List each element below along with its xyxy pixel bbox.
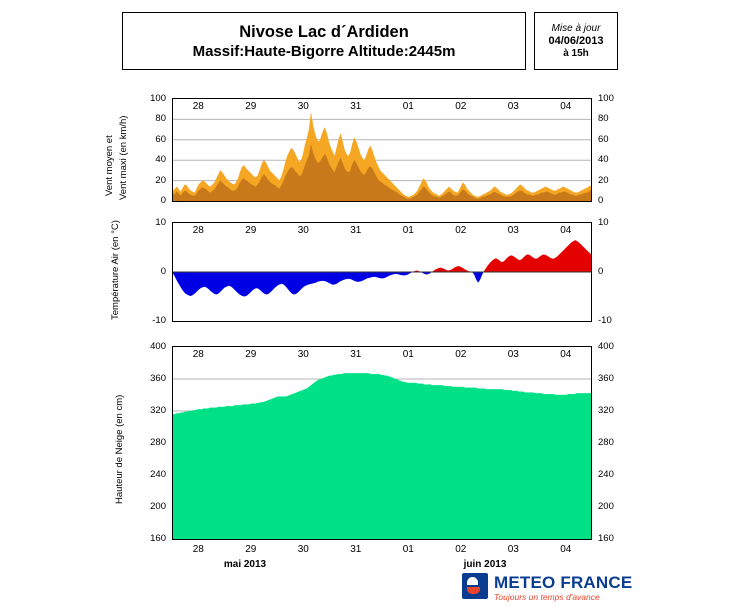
wind-axis-title-line1: Vent moyen et bbox=[104, 135, 115, 196]
temperature-ytick-right--10: -10 bbox=[598, 315, 612, 326]
wind-ytick-right-100: 100 bbox=[598, 93, 614, 104]
wind-ytick-left-40: 40 bbox=[155, 154, 166, 166]
logo-tagline: Toujours un temps d'avance bbox=[494, 592, 600, 602]
temperature-xtick-03: 03 bbox=[507, 225, 519, 236]
snow_depth-ytick-right-240: 240 bbox=[598, 469, 614, 480]
update-box bbox=[534, 12, 618, 70]
logo-name: METEO FRANCE bbox=[494, 573, 633, 592]
update-time: à 15h bbox=[563, 47, 589, 59]
bottom-xtick-01: 01 bbox=[402, 544, 414, 555]
bottom-xtick-29: 29 bbox=[245, 544, 257, 555]
snow_depth-ytick-right-360: 360 bbox=[598, 373, 614, 384]
snow_depth-ytick-right-400: 400 bbox=[598, 341, 614, 352]
wind-xtick-01: 01 bbox=[402, 101, 414, 112]
bottom-xtick-02: 02 bbox=[455, 544, 467, 555]
month-label-left: mai 2013 bbox=[223, 559, 267, 570]
temperature-ytick-right-0: 0 bbox=[598, 266, 604, 277]
station-subtitle: Massif:Haute-Bigorre Altitude:2445m bbox=[192, 42, 456, 60]
wind-xtick-04: 04 bbox=[560, 101, 572, 112]
wind-ytick-left-60: 60 bbox=[155, 133, 166, 145]
wind-ytick-right-80: 80 bbox=[598, 113, 609, 125]
temperature-xtick-28: 28 bbox=[192, 225, 204, 236]
bottom-xtick-30: 30 bbox=[297, 544, 309, 555]
meteo-france-logo bbox=[462, 572, 648, 602]
temperature-xtick-04: 04 bbox=[560, 225, 572, 236]
snow_depth-xtick-04: 04 bbox=[560, 349, 572, 360]
station-title: Nivose Lac d´Ardiden bbox=[239, 22, 409, 41]
bottom-xtick-03: 03 bbox=[507, 544, 519, 555]
temperature-xtick-31: 31 bbox=[350, 225, 362, 236]
wind-ytick-right-40: 40 bbox=[598, 154, 609, 166]
month-label-right: juin 2013 bbox=[463, 559, 507, 570]
wind-xtick-28: 28 bbox=[192, 101, 204, 112]
snow_depth-ytick-left-240: 240 bbox=[150, 469, 166, 480]
snow_depth-ytick-left-360: 360 bbox=[150, 373, 166, 384]
title-box bbox=[122, 12, 526, 70]
update-label: Mise à jour bbox=[551, 22, 601, 34]
snow_depth-ytick-right-200: 200 bbox=[598, 501, 614, 512]
wind-ytick-left-100: 100 bbox=[150, 93, 166, 104]
wind-xtick-30: 30 bbox=[297, 101, 309, 112]
bottom-xtick-04: 04 bbox=[560, 544, 572, 555]
snow_depth-xtick-29: 29 bbox=[245, 349, 257, 360]
temperature-xtick-29: 29 bbox=[245, 225, 257, 236]
snow_depth-xtick-01: 01 bbox=[402, 349, 414, 360]
wind-ytick-right-20: 20 bbox=[598, 174, 609, 186]
wind-axis-title-line2: Vent maxi (en km/h) bbox=[118, 115, 129, 200]
snow_depth-ytick-left-400: 400 bbox=[150, 341, 166, 352]
snow_depth-xtick-31: 31 bbox=[350, 349, 362, 360]
temperature-ytick-left-0: 0 bbox=[160, 266, 166, 277]
snow_depth-ytick-left-320: 320 bbox=[150, 405, 166, 416]
snow-chart-panel bbox=[172, 346, 592, 540]
snow_depth-xtick-02: 02 bbox=[455, 349, 467, 360]
temperature-ytick-left-10: 10 bbox=[155, 217, 166, 228]
temperature-ytick-left--10: -10 bbox=[152, 315, 166, 326]
wind-xtick-02: 02 bbox=[455, 101, 467, 112]
snow-plot bbox=[173, 347, 591, 539]
wind-ytick-left-0: 0 bbox=[160, 195, 166, 206]
wind-ytick-left-80: 80 bbox=[155, 113, 166, 125]
snow_depth-ytick-left-280: 280 bbox=[150, 437, 166, 448]
snow_depth-ytick-right-280: 280 bbox=[598, 437, 614, 448]
snow_depth-ytick-right-320: 320 bbox=[598, 405, 614, 416]
temperature-xtick-30: 30 bbox=[297, 225, 309, 236]
update-date: 04/06/2013 bbox=[548, 34, 604, 47]
wind-ytick-left-20: 20 bbox=[155, 174, 166, 186]
bottom-xtick-28: 28 bbox=[192, 544, 204, 555]
wind-xtick-31: 31 bbox=[350, 101, 362, 112]
snow_depth-xtick-30: 30 bbox=[297, 349, 309, 360]
meteo-france-mark-icon bbox=[462, 573, 488, 599]
snow_depth-ytick-right-160: 160 bbox=[598, 533, 614, 544]
wind-ytick-right-0: 0 bbox=[598, 195, 604, 206]
temperature-axis-title: Température Air (en °C) bbox=[110, 220, 121, 320]
wind-chart-panel bbox=[172, 98, 592, 202]
snow_depth-ytick-left-160: 160 bbox=[150, 533, 166, 544]
temperature-chart-panel bbox=[172, 222, 592, 322]
wind-xtick-29: 29 bbox=[245, 101, 257, 112]
snow-axis-title: Hauteur de Neige (en cm) bbox=[114, 394, 125, 504]
temperature-plot bbox=[173, 223, 591, 321]
temperature-ytick-right-10: 10 bbox=[598, 217, 609, 228]
temperature-xtick-02: 02 bbox=[455, 225, 467, 236]
snow_depth-xtick-03: 03 bbox=[507, 349, 519, 360]
snow_depth-xtick-28: 28 bbox=[192, 349, 204, 360]
wind-xtick-03: 03 bbox=[507, 101, 519, 112]
wind-plot bbox=[173, 99, 591, 201]
wind-ytick-right-60: 60 bbox=[598, 133, 609, 145]
bottom-xtick-31: 31 bbox=[350, 544, 362, 555]
temperature-xtick-01: 01 bbox=[402, 225, 414, 236]
snow_depth-ytick-left-200: 200 bbox=[150, 501, 166, 512]
